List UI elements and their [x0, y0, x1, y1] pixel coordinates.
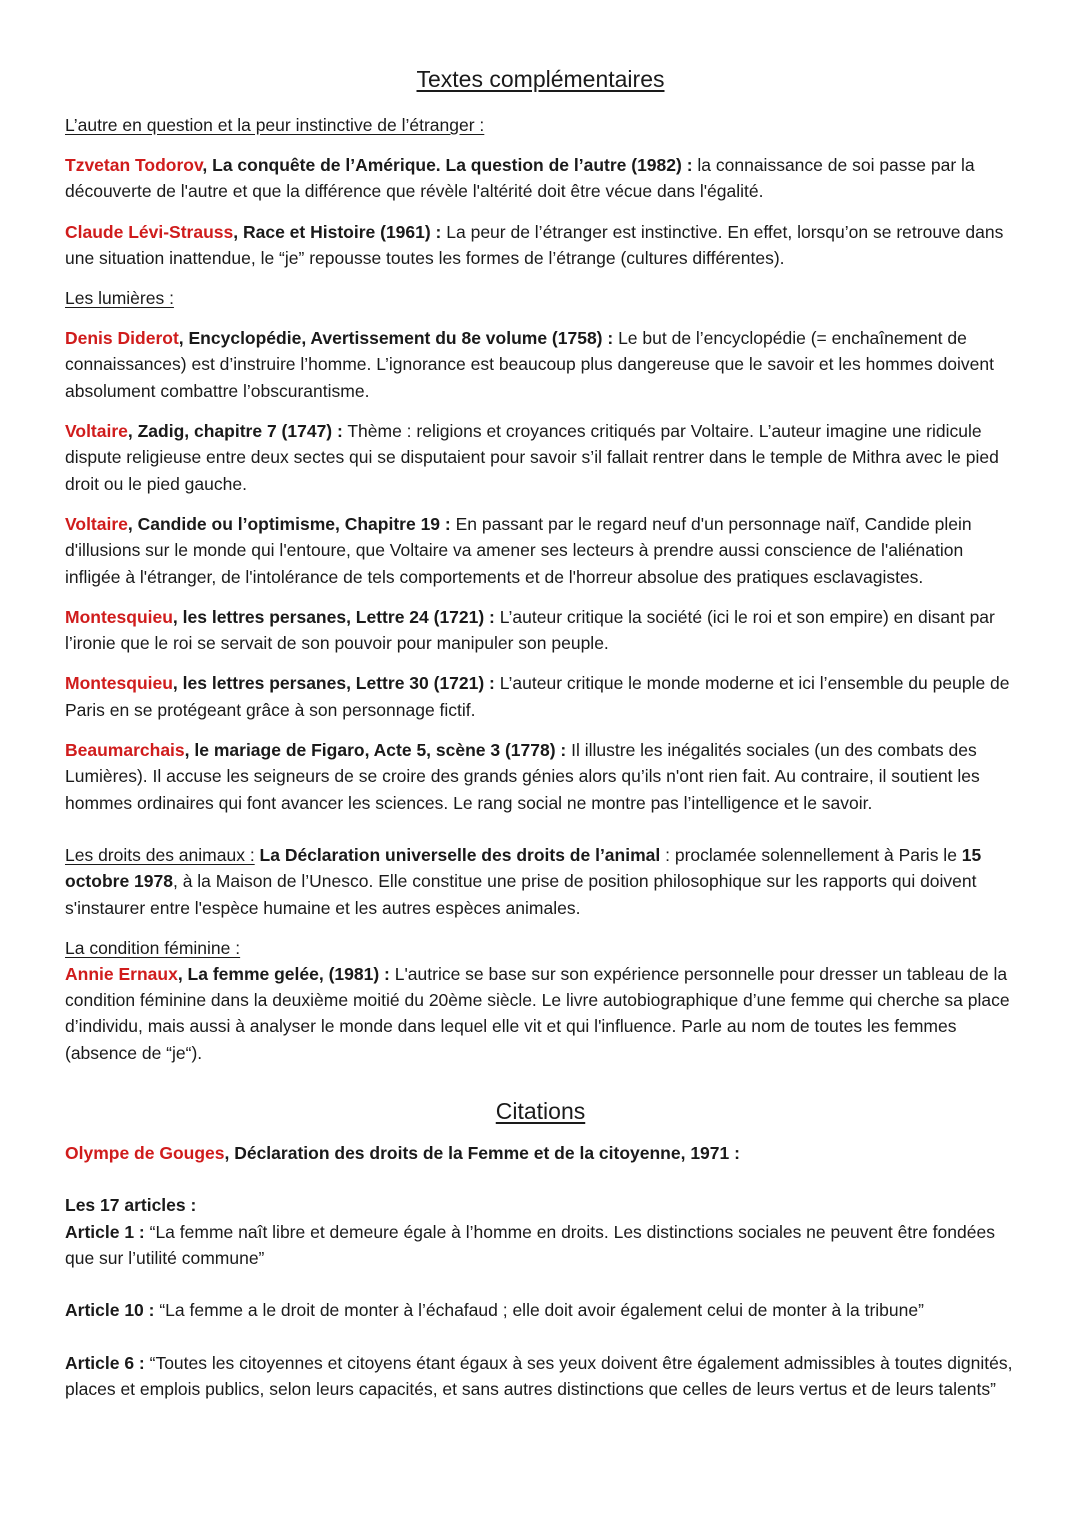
article-text: “La femme a le droit de monter à l’échafaud ; elle doit avoir également celui de monter à la tribune”	[154, 1300, 924, 1321]
entry-droits-animaux	[65, 842, 1016, 921]
entry-beaumarchais	[65, 737, 1016, 816]
author-name: Claude Lévi-Strauss	[65, 221, 234, 242]
article-1	[65, 1219, 1016, 1272]
section-label-lumieres: Les lumières :	[65, 288, 174, 309]
page-title: Textes complémentaires	[416, 66, 665, 92]
work-title: , Candide ou l’optimisme, Chapitre 19 :	[127, 513, 451, 534]
work-title: La Déclaration universelle des droits de l’animal	[254, 844, 661, 865]
entry-levi-strauss	[65, 219, 1016, 272]
entry-olympe-de-gouges	[65, 1140, 1016, 1166]
entry-text: En passant par le regard neuf d'un personnage naïf, Candide plein d'illusions sur le monde qui l'entoure, que Voltaire va amener ses lecteurs à prendre aussi conscience de l'aliénation infligée à l'étranger, de l'intolérance de tels comportements et de l'horreur absolue des pratiques esclavagistes.	[65, 513, 972, 587]
author-name: Voltaire	[65, 513, 128, 534]
entry-text: Le but de l’encyclopédie (= enchaînement de connaissances) est d’instruire l’homme. L’ignorance est beaucoup plus dangereuse que le savoir et les hommes doivent absolument combattre l’obscurantisme.	[65, 328, 995, 401]
entry-text: Thème : religions et croyances critiqués par Voltaire. L’auteur imagine une ridicule dispute religieuse entre deux sectes qui se disputaient pour savoir s’il fallait rentrer dans le temple de Mithra avec le pied droit ou le pied gauche.	[65, 421, 999, 494]
work-title: , La conquête de l’Amérique. La question de l’autre (1982) :	[202, 155, 693, 175]
proclamation-date: 15 octobre 1978	[65, 844, 982, 892]
author-name: Tzvetan Todorov	[65, 155, 203, 175]
entry-text: la connaissance de soi passe par la découverte de l'autre et que la différence que révèle l'altérité doit être vécue dans l'égalité.	[65, 155, 975, 202]
article-10	[65, 1297, 1016, 1323]
work-title: , les lettres persanes, Lettre 30 (1721) :	[172, 673, 495, 694]
entry-montesquieu-24	[65, 604, 1016, 657]
entry-voltaire-zadig	[65, 418, 1016, 497]
author-name: Montesquieu	[65, 673, 173, 694]
author-name: Montesquieu	[65, 606, 173, 627]
section-label-feminine: La condition féminine :	[65, 937, 241, 958]
entry-ernaux	[65, 961, 1016, 1066]
section-label-animaux: Les droits des animaux :	[65, 844, 255, 865]
work-title: , le mariage de Figaro, Acte 5, scène 3 (1778) :	[184, 740, 567, 761]
article-label: Article 1 :	[65, 1221, 145, 1242]
entry-text: : proclamée solennellement à Paris le	[660, 844, 962, 865]
work-title: , La femme gelée, (1981) :	[177, 963, 390, 984]
work-title: , Race et Histoire (1961) :	[233, 221, 442, 242]
entry-voltaire-candide	[65, 511, 1016, 590]
entry-diderot	[65, 325, 1016, 404]
author-name: Denis Diderot	[65, 328, 179, 349]
author-name: Olympe de Gouges	[65, 1143, 225, 1164]
entry-text: La peur de l’étranger est instinctive. En effet, lorsqu’on se retrouve dans une situation inattendue, le “je” repousse toutes les formes de l’étrange (cultures différentes).	[65, 221, 1004, 268]
articles-heading: Les 17 articles :	[65, 1195, 197, 1216]
work-title: , Encyclopédie, Avertissement du 8e volume (1758) :	[178, 328, 614, 349]
section-label-autre: L’autre en question et la peur instinctive de l’étranger :	[65, 115, 485, 135]
entry-montesquieu-30	[65, 670, 1016, 723]
work-title: , les lettres persanes, Lettre 24 (1721) :	[172, 606, 495, 627]
entry-text: Il illustre les inégalités sociales (un des combats des Lumières). Il accuse les seigneurs de se croire des grands génies alors qu’ils n'ont rien fait. Au contraire, il soutient les hommes ordinaires qui font avancer les sciences. Le rang social ne montre pas l’intelligence et le savoir.	[65, 740, 980, 813]
author-name: Annie Ernaux	[65, 963, 178, 984]
article-label: Article 10 :	[65, 1300, 155, 1321]
entry-text: , à la Maison de l’Unesco. Elle constitue une prise de position philosophique sur les rapports qui doivent s'instaurer entre l'espèce humaine et les autres espèces animales.	[65, 871, 977, 918]
citations-title: Citations	[495, 1098, 586, 1125]
work-title: , Zadig, chapitre 7 (1747) :	[127, 421, 343, 442]
entry-text: L’auteur critique le monde moderne et ici l’ensemble du peuple de Paris en se protégeant grâce à son personnage fictif.	[65, 673, 1010, 720]
work-title: , Déclaration des droits de la Femme et de la citoyenne, 1971 :	[224, 1143, 740, 1164]
entry-text: L'autrice se base sur son expérience personnelle pour dresser un tableau de la condition féminine dans la deuxième moitié du 20ème siècle. Le livre autobiographique d’une femme qui cherche sa place d’individu, mais aussi à analyser le monde dans lequel elle vit et qui l'influence. Parle au nom de toutes les femmes (absence de “je“).	[65, 963, 1010, 1063]
author-name: Voltaire	[65, 421, 128, 442]
article-text: “La femme naît libre et demeure égale à l’homme en droits. Les distinctions sociales ne peuvent être fondées que sur l’utilité commune”	[65, 1221, 995, 1268]
article-label: Article 6 :	[65, 1352, 145, 1373]
entry-todorov	[65, 152, 1016, 205]
entry-text: L’auteur critique la société (ici le roi et son empire) en disant par l’ironie que le roi se servait de son pouvoir pour manipuler son peuple.	[65, 606, 995, 654]
author-name: Beaumarchais	[65, 740, 185, 761]
article-text: “Toutes les citoyennes et citoyens étant égaux à ses yeux doivent être également admissibles à toutes dignités, places et emplois publics, selon leurs capacités, et sans autres distinctions que celles de leurs vertus et de leurs talents”	[65, 1352, 1013, 1399]
article-6	[65, 1350, 1016, 1403]
